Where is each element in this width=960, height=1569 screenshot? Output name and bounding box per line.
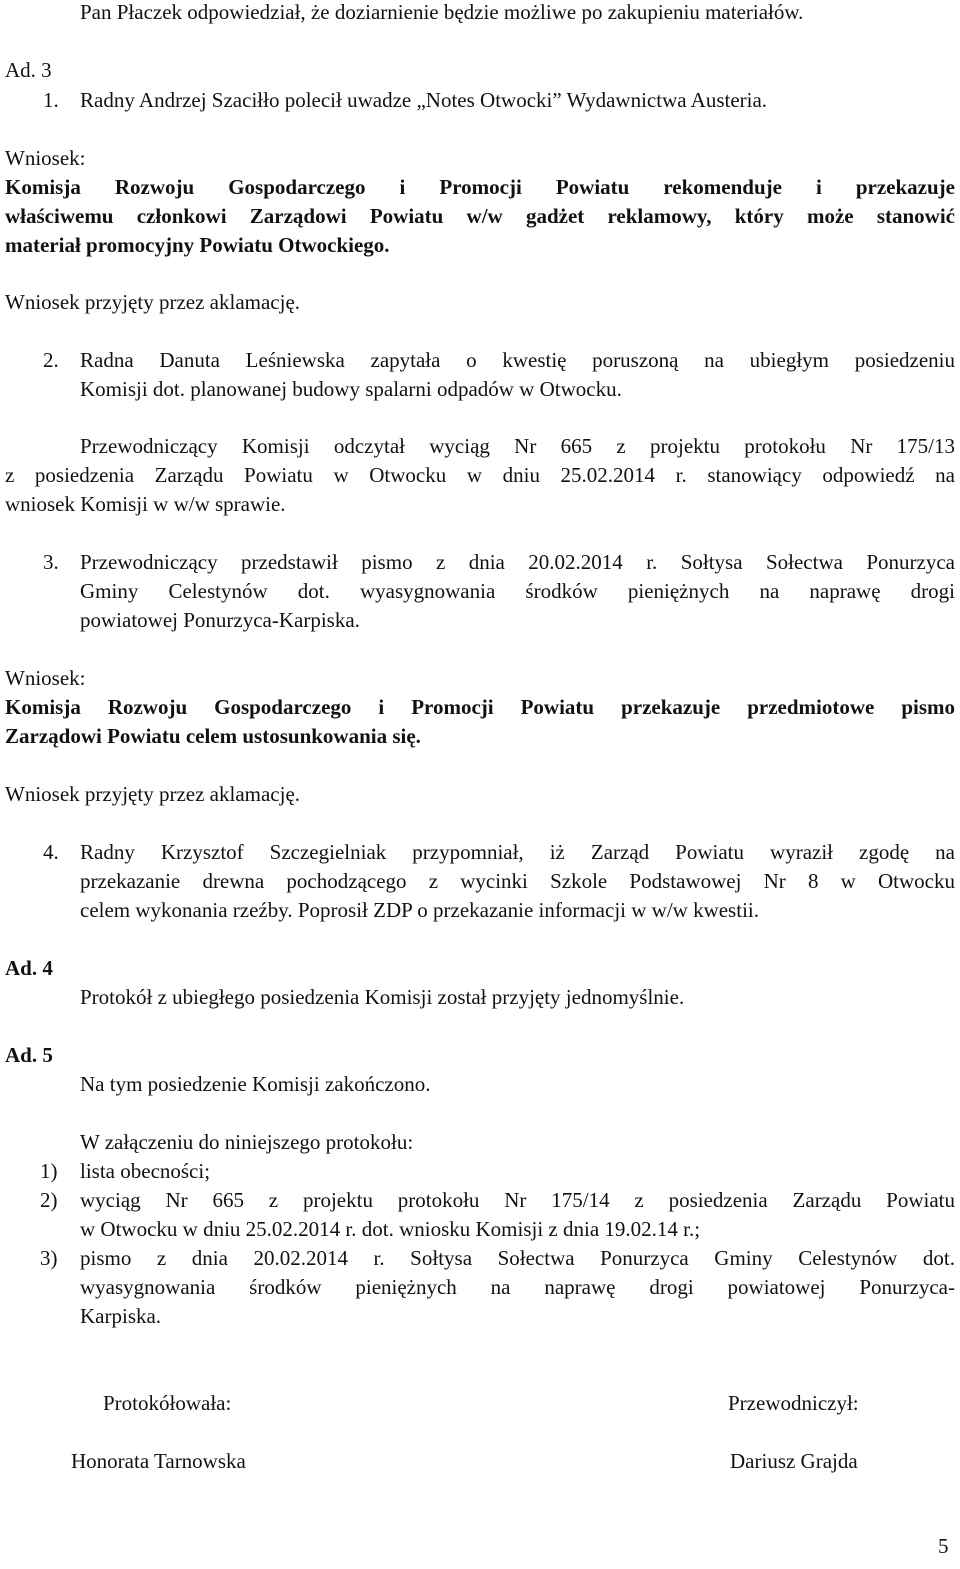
section-heading-ad5: Ad. 5 [5, 1043, 53, 1067]
attachment-2-line-1: wyciąg Nr 665 z projektu protokołu Nr 175/14 z posiedzenia Zarządu Powiatu [80, 1188, 955, 1212]
item-2-line-1: Radna Danuta Leśniewska zapytała o kwestię poruszoną na ubiegłym posiedzeniu [80, 348, 955, 372]
section-heading-ad4: Ad. 4 [5, 956, 53, 980]
intro-sentence: Pan Płaczek odpowiedział, że doziarnienie będzie możliwe po zakupieniu materiałów. [80, 0, 804, 24]
attachment-number-3: 3) [40, 1246, 58, 1270]
wniosek-label-2: Wniosek: [5, 666, 86, 690]
item-number-1: 1. [43, 88, 59, 112]
item-number-4: 4. [43, 840, 59, 864]
item-number-3: 3. [43, 550, 59, 574]
signature-right-name: Dariusz Grajda [730, 1449, 858, 1473]
wniosek-2-accepted: Wniosek przyjęty przez aklamację. [5, 782, 301, 806]
section-heading-ad3: Ad. 3 [5, 58, 52, 82]
item-4-line-2: przekazanie drewna pochodzącego z wycinki Szkole Podstawowej Nr 8 w Otwocku [80, 869, 955, 893]
item-4-line-1: Radny Krzysztof Szczegielniak przypomniał, iż Zarząd Powiatu wyraził zgodę na [80, 840, 955, 864]
wniosek-label-1: Wniosek: [5, 146, 86, 170]
item-2-para-line-3: wniosek Komisji w w/w sprawie. [5, 492, 286, 516]
ad4-text: Protokół z ubiegłego posiedzenia Komisji został przyjęty jednomyślnie. [80, 985, 685, 1009]
wniosek-1-line-1: Komisja Rozwoju Gospodarczego i Promocji Powiatu rekomenduje i przekazuje [5, 175, 955, 199]
wniosek-2-line-1: Komisja Rozwoju Gospodarczego i Promocji Powiatu przekazuje przedmiotowe pismo [5, 695, 955, 719]
item-3-line-1: Przewodniczący przedstawił pismo z dnia 20.02.2014 r. Sołtysa Sołectwa Ponurzyca [80, 550, 955, 574]
signature-right-role: Przewodniczył: [728, 1391, 859, 1415]
item-3-line-2: Gminy Celestynów dot. wyasygnowania środków pieniężnych na naprawę drogi [80, 579, 955, 603]
page-number: 5 [938, 1534, 949, 1558]
item-2-para-line-1: Przewodniczący Komisji odczytał wyciąg Nr 665 z projektu protokołu Nr 175/13 [80, 434, 955, 458]
attachment-3-line-3: Karpiska. [80, 1304, 162, 1328]
attachment-number-2: 2) [40, 1188, 58, 1212]
wniosek-1-line-3: materiał promocyjny Powiatu Otwockiego. [5, 233, 390, 257]
item-3-line-3: powiatowej Ponurzyca-Karpiska. [80, 608, 360, 632]
ad5-text: Na tym posiedzenie Komisji zakończono. [80, 1072, 431, 1096]
wniosek-2-line-2: Zarządowi Powiatu celem ustosunkowania się. [5, 724, 421, 748]
attachment-2-line-2: w Otwocku w dniu 25.02.2014 r. dot. wniosku Komisji z dnia 19.02.14 r.; [80, 1217, 701, 1241]
item-2-para-line-2: z posiedzenia Zarządu Powiatu w Otwocku w dniu 25.02.2014 r. stanowiący odpowiedź na [5, 463, 955, 487]
attachment-3-line-2: wyasygnowania środków pieniężnych na naprawę drogi powiatowej Ponurzyca- [80, 1275, 955, 1299]
item-number-2: 2. [43, 348, 59, 372]
item-text-1: Radny Andrzej Szaciłło polecił uwadze „Notes Otwocki” Wydawnictwa Austeria. [80, 88, 768, 112]
attachment-3-line-1: pismo z dnia 20.02.2014 r. Sołtysa Sołectwa Ponurzyca Gminy Celestynów dot. [80, 1246, 955, 1270]
attachment-1-line-1: lista obecności; [80, 1159, 211, 1183]
wniosek-1-line-2: właściwemu członkowi Zarządowi Powiatu w/w gadżet reklamowy, który może stanowić [5, 204, 955, 228]
item-4-line-3: celem wykonania rzeźby. Poprosił ZDP o przekazanie informacji w w/w kwestii. [80, 898, 759, 922]
signature-left-name: Honorata Tarnowska [71, 1449, 246, 1473]
attachment-number-1: 1) [40, 1159, 58, 1183]
signature-left-role: Protokółowała: [103, 1391, 232, 1415]
wniosek-1-accepted: Wniosek przyjęty przez aklamację. [5, 290, 301, 314]
item-2-line-2: Komisji dot. planowanej budowy spalarni odpadów w Otwocku. [80, 377, 622, 401]
attachments-intro: W załączeniu do niniejszego protokołu: [80, 1130, 414, 1154]
